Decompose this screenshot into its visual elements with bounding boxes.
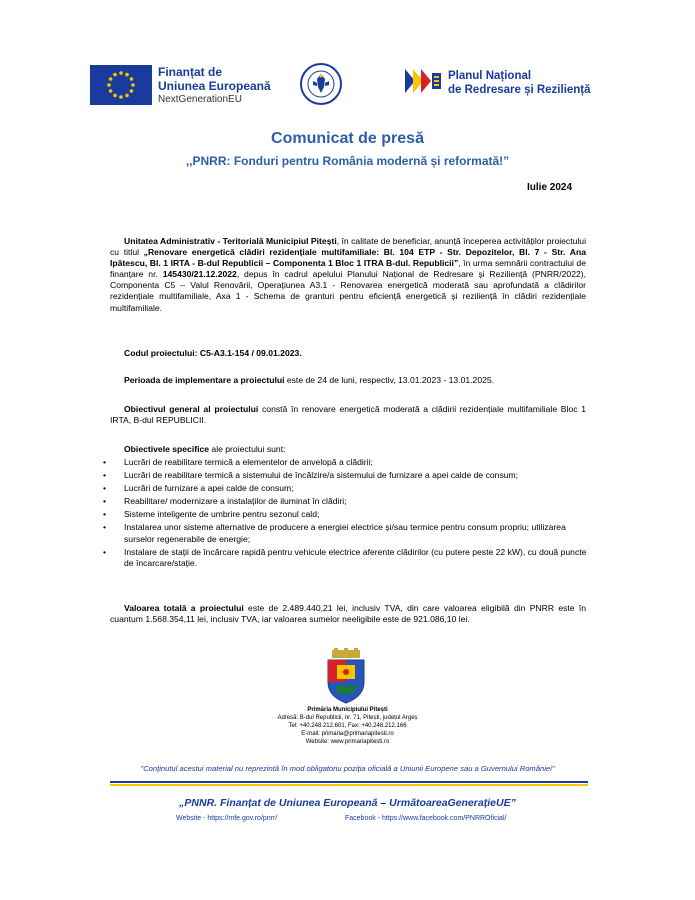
pnrr-logo-icon <box>405 67 443 95</box>
general-objective <box>110 404 586 426</box>
implementation-period <box>124 375 600 386</box>
municipality-website: Website: www.primariapitesti.ro <box>305 739 390 745</box>
page-subtitle: ,,PNRR: Fonduri pentru România modernă și reformată!” <box>185 154 510 168</box>
footer-website-link[interactable]: Website - https://mfe.gov.ro/pnrr/ <box>176 815 278 822</box>
list-item: • Instalare de stații de încărcare rapidă pentru vehicule electrice aferente clădirilor (cu putere peste 22 kW), cu două puncte de încarcare/stație. <box>110 547 590 569</box>
eu-line1: Finanțat de <box>158 65 223 79</box>
eu-funding-text <box>158 65 271 106</box>
pnrr-text <box>448 69 591 97</box>
footer-slogan: „PNNR. Finanțat de Uniunea Europeană – UrmătoareaGenerațieUE” <box>179 797 516 809</box>
list-item: • Lucrări de furnizare a apei calde de consum; <box>110 483 590 494</box>
pitesti-coat-of-arms-icon <box>323 648 369 704</box>
footer-divider-blue <box>110 781 588 783</box>
disclaimer: "Conținutul acestui material nu reprezintă în mod obligatoriu poziția oficială a Uniunii Europene sau a Guvernului României" <box>140 764 555 773</box>
footer-facebook-link[interactable]: Facebook - https://www.facebook.com/PNRROficial/ <box>345 815 507 822</box>
total-value-label: Valoarea totală a proiectului <box>124 603 244 613</box>
project-title: „Renovare energetică clădiri rezidențiale multifamiliale: Bl. 104 ETP - Str. Depozitelor, Bl. 7 - Str. Ana Ipătescu, Bl. 1 IRTA - B-dul Republicii – Componenta 1 Bloc 1 ITRA B-dul. Republicii” <box>110 247 586 269</box>
footer-divider-yellow <box>110 784 588 786</box>
pnrr-line1: Planul Național <box>448 70 532 82</box>
page-title: Comunicat de presă <box>271 130 424 147</box>
specific-objectives-text: ale proiectului sunt: <box>209 444 286 454</box>
intro-paragraph <box>110 236 586 314</box>
specific-objectives-heading <box>124 444 600 455</box>
municipality-phone: Tel: +40.248.212.601, Fax: +40.248.212.166 <box>288 723 407 729</box>
list-item: • Lucrări de reabilitare termică a sistemului de încălzire/a sistemului de furnizare a apei calde de consum; <box>110 470 590 481</box>
eu-line2: Uniunea Europeană <box>158 79 271 93</box>
intro-text-2: , în urma semnării contractului de finanțare nr. <box>110 258 586 280</box>
general-objective-text: constă în renovare energetică moderată a clădirii rezidențiale multifamiliale Bloc 1 IRTA, B-dul REPUBLICII. <box>110 404 587 426</box>
municipality-address: Adresă: B-dul Republicii, nr. 71, Pitești, județul Argeș <box>277 715 418 721</box>
project-code-text: Codul proiectului: C5-A3.1-154 / 09.01.2023. <box>124 348 302 358</box>
header-logos <box>0 60 695 110</box>
list-item: • Sisteme inteligente de umbrire pentru sezonul cald; <box>110 509 590 520</box>
eu-flag-icon <box>90 65 152 105</box>
list-item: • Reabilitare/ modernizare a instalaților de iluminat în clădiri; <box>110 496 590 507</box>
total-value-paragraph <box>110 603 586 625</box>
publication-date: Iulie 2024 <box>527 182 573 193</box>
project-code <box>124 348 600 359</box>
general-objective-label: Obiectivul general al proiectului <box>124 404 259 414</box>
municipality-contact-block <box>0 706 695 746</box>
specific-objectives-list <box>110 457 590 571</box>
municipality-name: Primăria Municipiului Pitești <box>307 707 388 713</box>
specific-objectives-label: Obiectivele specifice <box>124 444 210 454</box>
contract-number: 145430/21.12.2022 <box>162 269 237 280</box>
implementation-period-label: Perioada de implementare a proiectului <box>124 375 285 385</box>
list-item: • Instalarea unor sisteme alternative de producere a energiei electrice și/sau termice pentru consum propriu; utilizarea surselor regenerabile de energie; <box>110 522 590 544</box>
intro-text-3: , depus în cadrul apelului Planului Național de Redresare și Reziliență (PNRR/2022), Componenta C5 – Valul Renovării, Operațiunea A3.1 - Renovarea energetică moderată sau aprofundată a clădirilor rezidențiale multifamiliale, Axa 1 - Schema de granturi pentru eficiență energetică și reziliență în clădiri rezidențiale multifamiliale. <box>110 269 586 313</box>
pnrr-line2: de Redresare și Reziliență <box>448 84 591 96</box>
beneficiary-name: Unitatea Administrativ - Teritorială Municipiul Pitești <box>124 236 337 246</box>
intro-text-1: , în calitate de beneficiar, anunță începerea activităților proiectului cu titlul <box>110 236 586 258</box>
romanian-government-seal-icon <box>300 63 342 105</box>
list-item: • Lucrări de reabilitare termică a elementelor de anvelopă a clădirii; <box>110 457 590 468</box>
total-value-text: este de 2.489.440,21 lei, inclusiv TVA, din care valoarea eligibilă din PNRR este în cuantum 1.568.354,11 lei, inclusiv TVA, iar valoarea sumelor neeligibile este de 921.086,10 lei. <box>110 603 586 625</box>
municipality-email: E-mail: primaria@primariapitesti.ro <box>301 731 394 737</box>
eu-line3: NextGenerationEU <box>158 94 242 105</box>
implementation-period-text: este de 24 de luni, respectiv, 13.01.2023 - 13.01.2025. <box>284 375 495 385</box>
